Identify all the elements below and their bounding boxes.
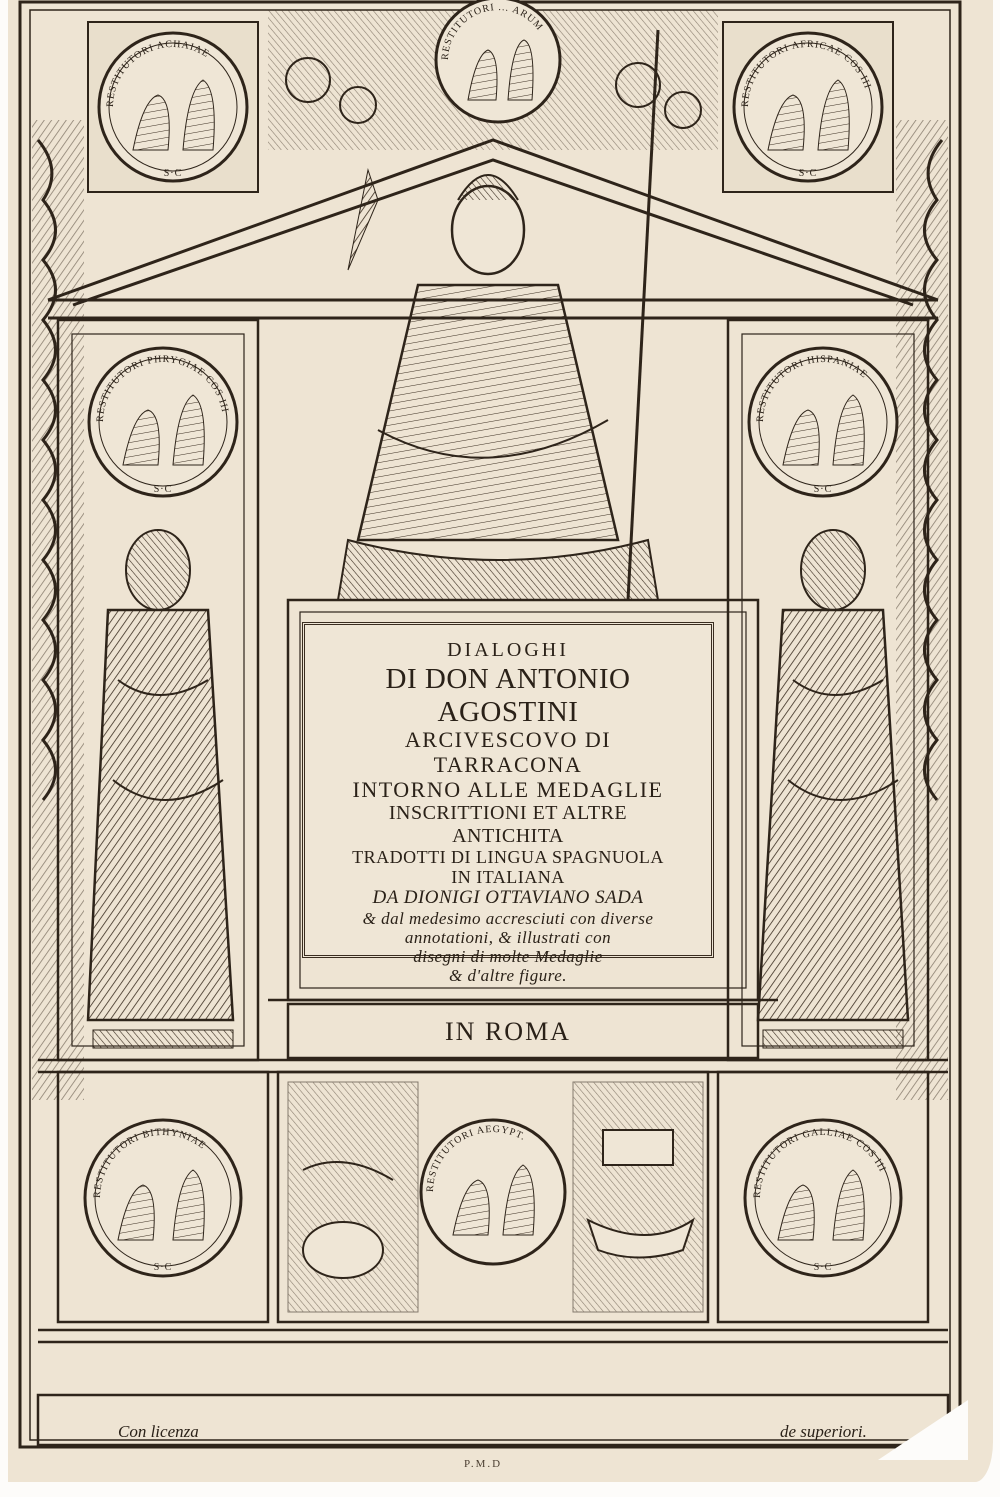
medal-top-right bbox=[723, 22, 893, 192]
title-line-9: IN ITALIANA bbox=[451, 867, 565, 888]
title-line-14: & d'altre figure. bbox=[448, 965, 568, 985]
medal-sc-top-right: S·C bbox=[798, 168, 818, 179]
medal-sc-bottom-right: S·C bbox=[813, 1262, 833, 1273]
medal-sc-mid-right: S·C bbox=[813, 484, 833, 495]
medal-bottom-left-label: RESTITUTORI BITHYNIAE bbox=[91, 1126, 209, 1199]
medal-top-right-label: RESTITUTORI AFRICAE COS III bbox=[739, 38, 874, 108]
title-line-2: DI DON ANTONIO AGOSTINI bbox=[385, 663, 631, 728]
medal-mid-left-label: RESTITUTORI PHRYGIAE COS III bbox=[94, 353, 231, 423]
medal-bottom-left bbox=[85, 1120, 241, 1276]
medal-mid-left bbox=[89, 348, 237, 496]
medal-bottom-right-label: RESTITUTORI GALLIAE COS III bbox=[751, 1126, 889, 1199]
medal-bottom-center bbox=[421, 1120, 565, 1264]
title-cartouche bbox=[302, 622, 714, 985]
title-line-13: disegni di molte Medaglie bbox=[413, 946, 603, 966]
medal-top-center bbox=[436, 0, 560, 122]
medal-top-left bbox=[88, 22, 258, 192]
title-line-6: INSCRITTIONI ET ALTRE bbox=[388, 802, 628, 825]
figure-right bbox=[758, 530, 908, 1048]
title-line-10: DA DIONIGI OTTAVIANO SADA bbox=[372, 887, 644, 909]
title-line-12: annotationi, & illustrati con bbox=[404, 927, 612, 947]
printer-mark: P.M.D bbox=[464, 1458, 503, 1470]
medal-bottom-right bbox=[745, 1120, 901, 1276]
title-line-5: INTORNO ALLE MEDAGLIE bbox=[352, 776, 664, 802]
medal-bottom-center-label: RESTITUTORI AEGYPT. bbox=[424, 1123, 528, 1193]
medal-mid-right bbox=[749, 348, 897, 496]
license-left: Con licenza bbox=[118, 1422, 199, 1441]
license-right: de superiori. bbox=[780, 1422, 867, 1441]
medal-mid-right-label: RESTITUTORI HISPANIAE bbox=[754, 353, 870, 423]
imprint: IN ROMA bbox=[445, 1017, 571, 1046]
medal-top-left-label: RESTITUTORI ACHAIAE bbox=[104, 38, 212, 108]
medal-sc-top-left: S·C bbox=[163, 168, 183, 179]
figure-left bbox=[88, 530, 233, 1048]
title-line-7: ANTICHITA bbox=[452, 824, 564, 847]
medal-sc-mid-left: S·C bbox=[153, 484, 173, 495]
vignette-animals bbox=[288, 1082, 418, 1312]
torn-corner bbox=[878, 1400, 968, 1460]
title-line-1: DIALOGHI bbox=[447, 639, 569, 661]
vignette-boat bbox=[573, 1082, 703, 1312]
title-line-11: & dal medesimo accresciuti con diverse bbox=[362, 908, 654, 928]
title-line-4: TARRACONA bbox=[433, 751, 583, 777]
title-line-8: TRADOTTI DI LINGUA SPAGNUOLA bbox=[352, 846, 664, 867]
medal-top-center-label: RESTITUTORI ... ARUM bbox=[439, 1, 546, 61]
medal-sc-bottom-left: S·C bbox=[153, 1262, 173, 1273]
title-line-3: ARCIVESCOVO DI bbox=[404, 727, 612, 753]
